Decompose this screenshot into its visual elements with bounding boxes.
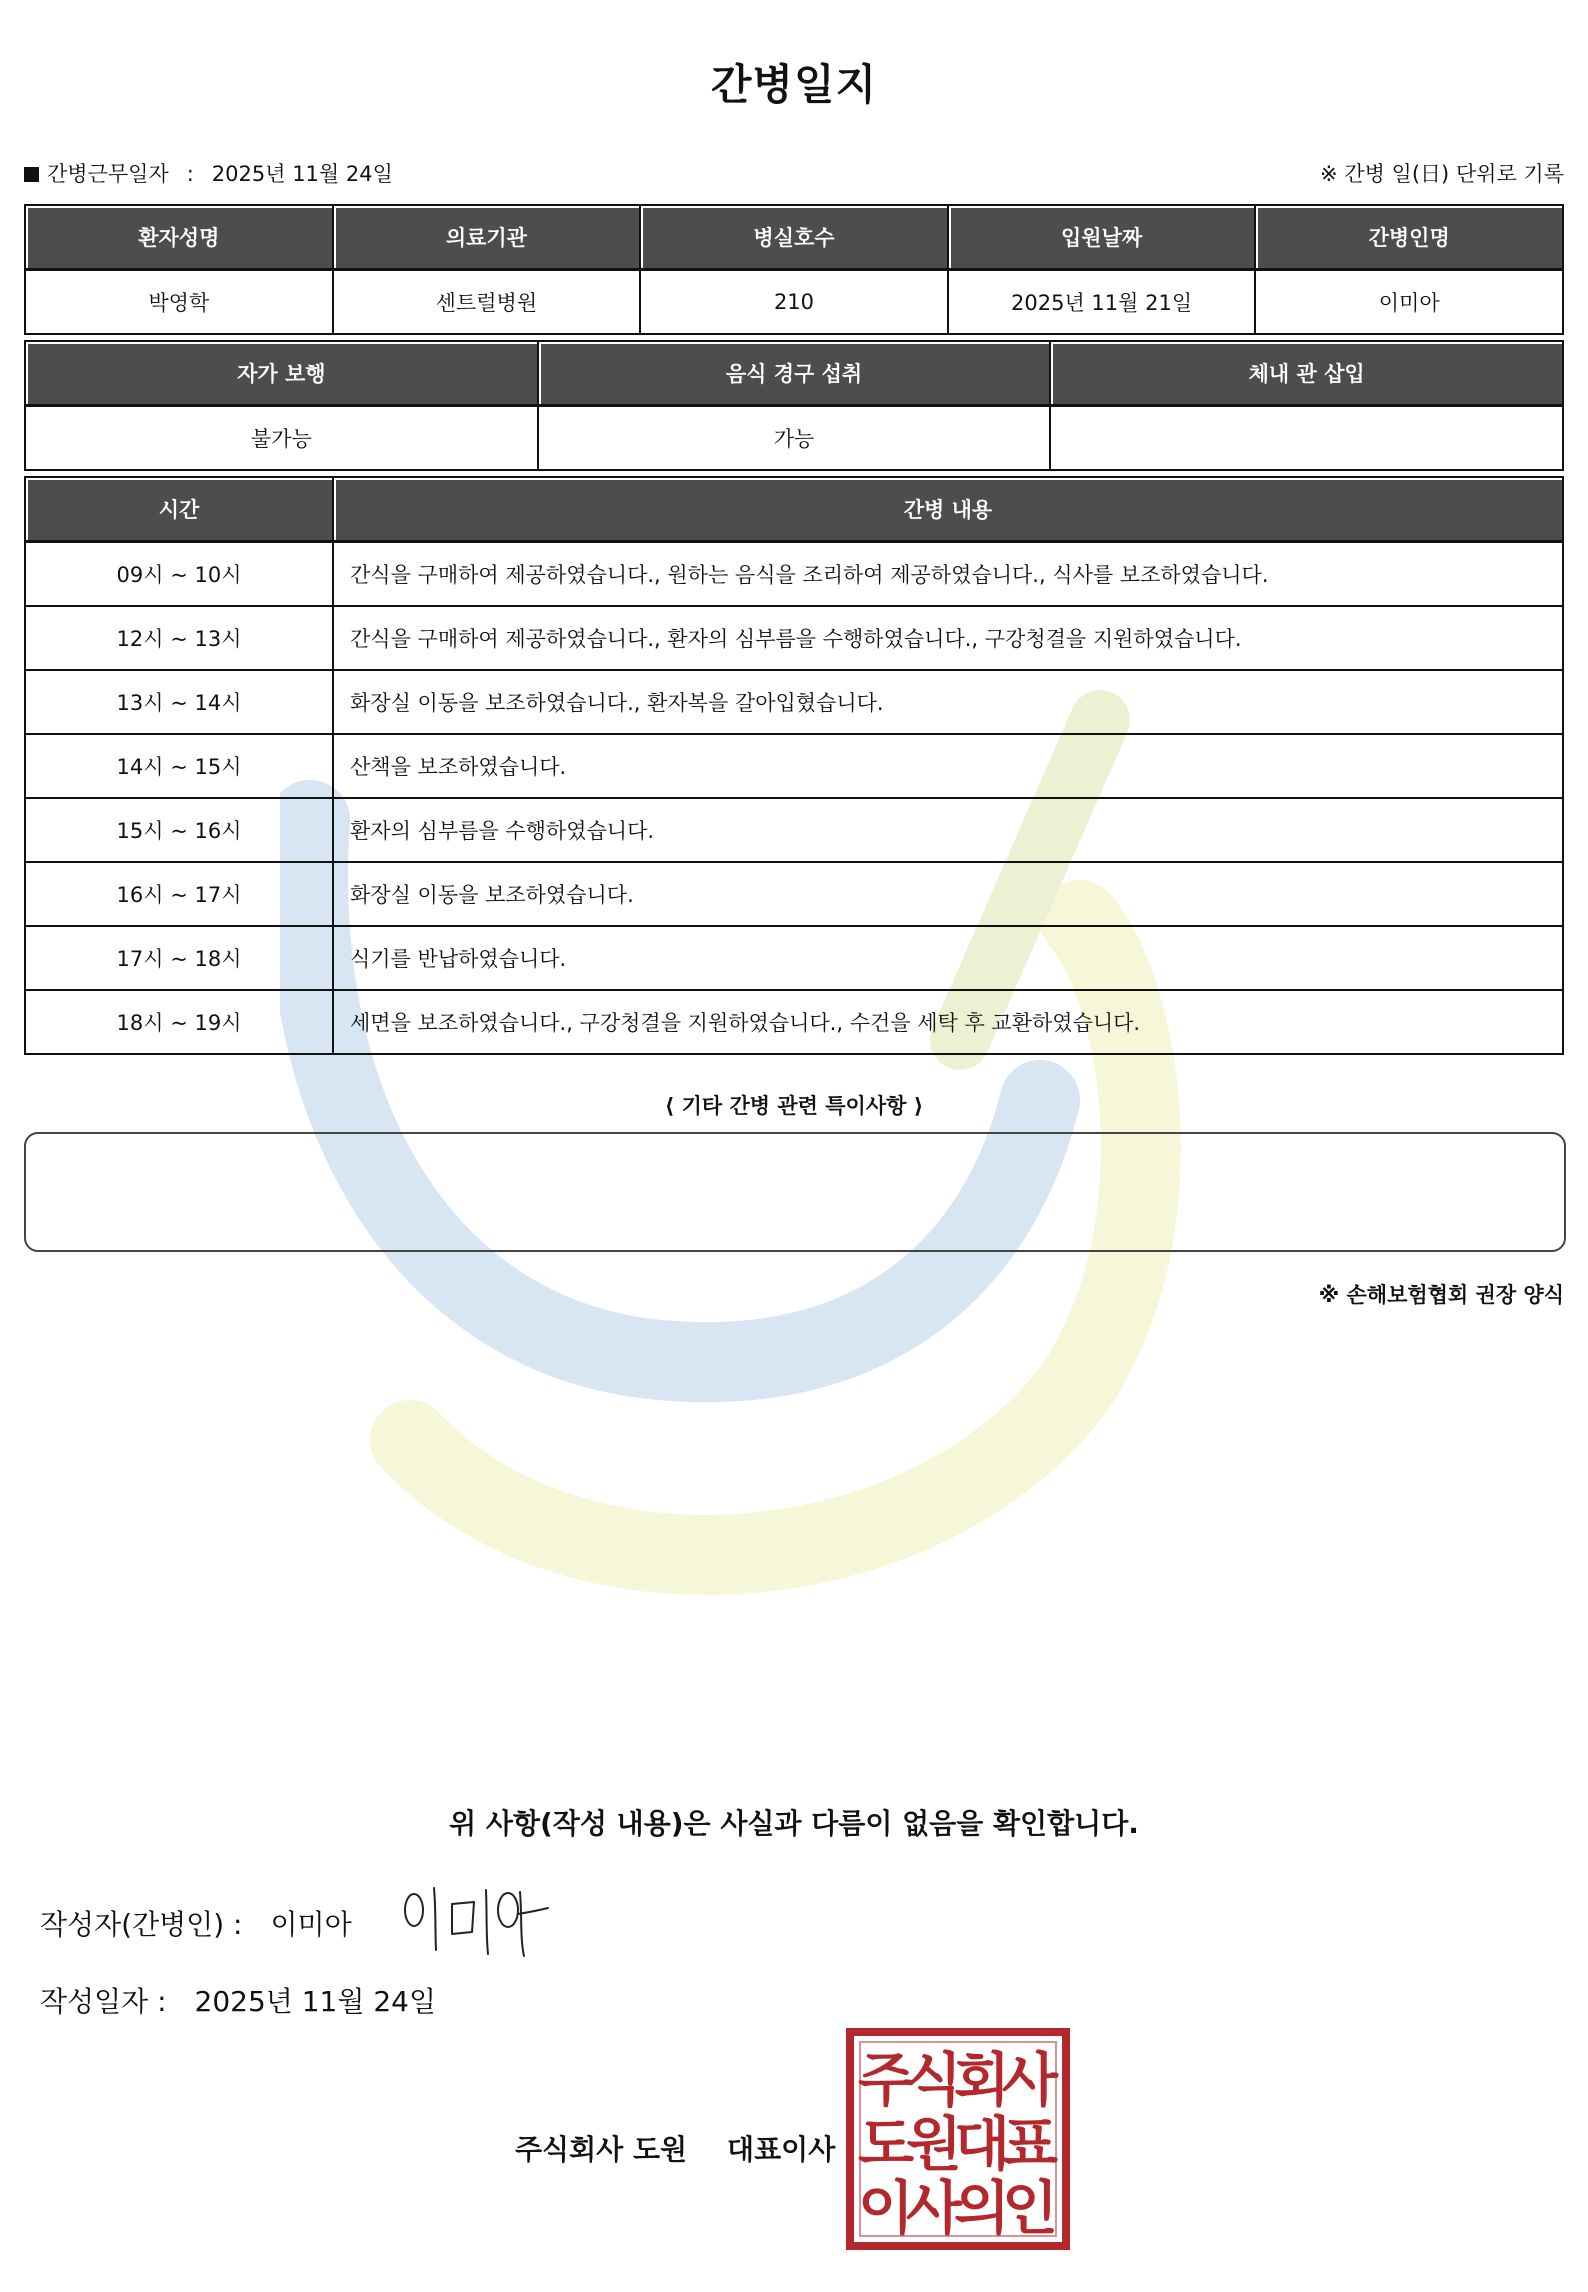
author-label: 작성자(간병인) : [40,1908,243,1941]
notes-box [24,1132,1566,1252]
table-row [25,990,1563,1054]
hospital-name: 센트럴병원 [333,270,641,335]
svg-text:의: 의 [953,2174,1011,2242]
log-content: 산책을 보조하였습니다. [333,734,1563,798]
caregiver-name: 이미아 [1255,270,1563,335]
table-row [25,542,1563,607]
handwritten-signature [400,1880,550,1960]
log-time: 12시 ~ 13시 [25,606,333,670]
status-header-row [25,341,1563,406]
log-content: 식기를 반납하였습니다. [333,926,1563,990]
header-time: 시간 [25,477,333,542]
author-name: 이미아 [270,1908,352,1941]
care-log-table [24,476,1564,1055]
log-content: 세면을 보조하였습니다., 구강청결을 지원하였습니다., 수건을 세탁 후 교환하였습니다. [333,990,1563,1054]
table-row [25,606,1563,670]
header-room: 병실호수 [640,205,948,270]
log-time: 09시 ~ 10시 [25,542,333,607]
room-number: 210 [640,270,948,335]
log-time: 17시 ~ 18시 [25,926,333,990]
log-time: 18시 ~ 19시 [25,990,333,1054]
header-hospital: 의료기관 [333,205,641,270]
company-seal-stamp [846,2028,1070,2250]
work-date-value: 2025년 11월 24일 [211,162,393,186]
confirmation-statement: 위 사항(작성 내용)은 사실과 다름이 없음을 확인합니다. [449,1807,1139,1840]
log-content: 화장실 이동을 보조하였습니다. [333,862,1563,926]
work-date-separator: : [186,162,194,186]
patient-info-table [24,204,1564,335]
self-walking-value: 불가능 [25,406,538,471]
log-time: 15시 ~ 16시 [25,798,333,862]
patient-value-row [25,270,1563,335]
work-date-label: 간병근무일자 [47,162,169,186]
log-content: 환자의 심부름을 수행하였습니다. [333,798,1563,862]
svg-text:사: 사 [1001,2046,1059,2114]
written-date-line [40,1980,436,2020]
header-self-walking: 자가 보행 [25,341,538,406]
header-patient-name: 환자성명 [25,205,333,270]
square-bullet-icon [24,167,39,182]
company-name: 주식회사 도원 [515,2133,688,2166]
svg-text:사: 사 [905,2174,963,2242]
unit-note: ※ 간병 일(日) 단위로 기록 [1320,162,1564,186]
svg-text:식: 식 [905,2046,963,2114]
table-row [25,862,1563,926]
form-footnote: ※ 손해보험협회 권장 양식 [1318,1283,1564,1307]
table-row [25,670,1563,734]
written-date-label: 작성일자 : [40,1985,167,2018]
company-title: 대표이사 [727,2133,836,2166]
admission-date: 2025년 11월 21일 [948,270,1256,335]
header-admission-date: 입원날짜 [948,205,1256,270]
log-header-row [25,477,1563,542]
patient-status-table [24,340,1564,471]
log-content: 간식을 구매하여 제공하였습니다., 환자의 심부름을 수행하였습니다., 구강청결을 지원하였습니다. [333,606,1563,670]
svg-text:이: 이 [857,2174,915,2242]
oral-intake-value: 가능 [538,406,1051,471]
log-time: 16시 ~ 17시 [25,862,333,926]
work-date-info [24,158,393,188]
header-care-content: 간병 내용 [333,477,1563,542]
author-line [40,1903,352,1943]
notes-title: ⟨ 기타 간병 관련 특이사항 ⟩ [664,1094,924,1118]
svg-text:주: 주 [857,2046,915,2114]
table-row [25,798,1563,862]
svg-text:도: 도 [857,2110,915,2178]
patient-name: 박영학 [25,270,333,335]
svg-text:원: 원 [905,2110,963,2178]
table-row [25,926,1563,990]
company-signature-line [515,2128,835,2168]
document-title: 간병일지 [710,60,878,109]
header-tube-insertion: 체내 관 삽입 [1050,341,1563,406]
svg-text:표: 표 [1001,2110,1059,2178]
svg-text:회: 회 [953,2046,1011,2114]
log-content: 간식을 구매하여 제공하였습니다., 원하는 음식을 조리하여 제공하였습니다., 식사를 보조하였습니다. [333,542,1563,607]
tube-insertion-value [1050,406,1563,471]
header-oral-intake: 음식 경구 섭취 [538,341,1051,406]
status-value-row [25,406,1563,471]
meta-row [24,158,1564,188]
log-time: 13시 ~ 14시 [25,670,333,734]
log-content: 화장실 이동을 보조하였습니다., 환자복을 갈아입혔습니다. [333,670,1563,734]
log-time: 14시 ~ 15시 [25,734,333,798]
svg-text:대: 대 [953,2110,1011,2178]
svg-text:인: 인 [1001,2174,1059,2242]
table-row [25,734,1563,798]
header-caregiver-name: 간병인명 [1255,205,1563,270]
patient-header-row [25,205,1563,270]
written-date-value: 2025년 11월 24일 [194,1985,436,2018]
